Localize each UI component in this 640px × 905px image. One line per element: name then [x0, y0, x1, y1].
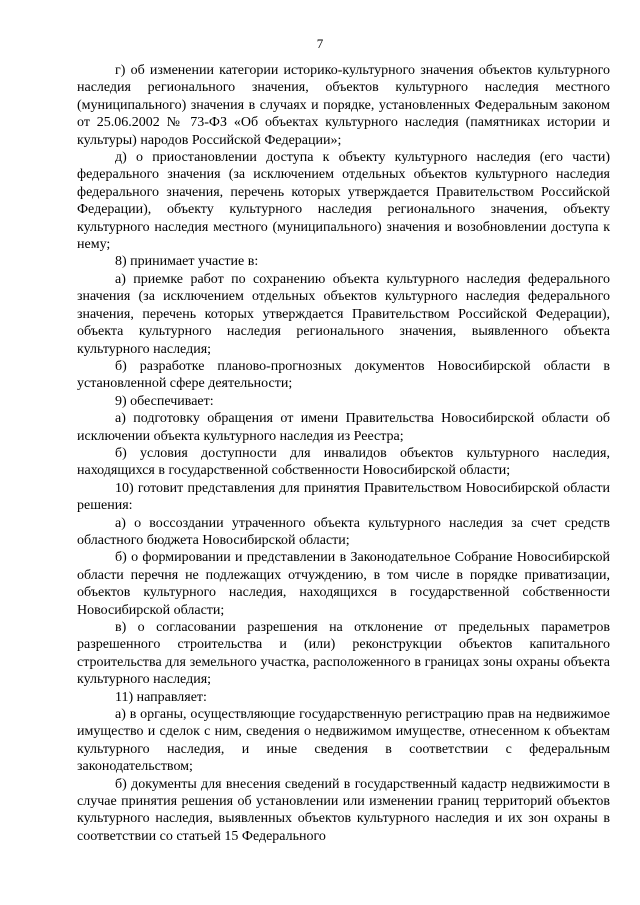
paragraph: в) о согласовании разрешения на отклонение от предельных параметров разрешенного строительства и (или) реконструкции объектов капитального строительства для земельного участка, расположенного в границах зоны охраны объекта культурного наследия;	[77, 620, 610, 688]
paragraph: а) подготовку обращения от имени Правительства Новосибирской области об исключении объекта культурного наследия из Реестра;	[77, 411, 610, 444]
paragraph: 10) готовит представления для принятия Правительством Новосибирской области решения:	[77, 480, 610, 514]
paragraph: б) разработке планово-прогнозных документов Новосибирской области в установленной сфере деятельности;	[77, 358, 610, 392]
paragraph: г) об изменении категории историко-культурного значения объектов культурного наследия регионального значения, объектов культурного наследия местного (муниципального) значения в случаях и порядке, установленных Федеральным законом от 25.06.2002 № 73-ФЗ «Об объектах культурного наследия (памятниках истории и культуры) народов Российской Федерации»;	[77, 63, 610, 148]
paragraph: 8) принимает участие в:	[115, 254, 259, 270]
paragraph: 11) направляет:	[115, 689, 207, 705]
paragraph: б) документы для внесения сведений в государственный кадастр недвижимости в случае принятия решения об установлении или изменении границ территорий объектов культурного наследия, выявленных объектов культурного наследия и их зон охраны в соответствии со статьей 15 Федерального	[77, 776, 610, 844]
paragraph: б) о формировании и представлении в Законодательное Собрание Новосибирской области перечня не подлежащих отчуждению, в том числе в порядке приватизации, объектов культурного наследия, находящихся в государственной собственности Новосибирской области;	[77, 550, 610, 618]
paragraph: 9) обеспечивает:	[115, 393, 214, 409]
paragraph: а) в органы, осуществляющие государственную регистрацию прав на недвижимое имущество и сделок с ним, сведения о недвижимом имуществе, отнесенном к объектам культурного наследия, и иные сведения в соответствии с федеральным законодательством;	[77, 707, 610, 775]
paragraph: а) приемке работ по сохранению объекта культурного наследия федерального значения (за исключением отдельных объектов культурного наследия федерального значения, перечень которых утверждается Правительством Российской Федерации), объекта культурного наследия регионального значения, выявленного объекта культурного наследия;	[77, 271, 610, 357]
document-body	[77, 62, 610, 845]
paragraph: а) о воссоздании утраченного объекта культурного наследия за счет средств областного бюджета Новосибирской области;	[77, 515, 610, 548]
paragraph: б) условия доступности для инвалидов объектов культурного наследия, находящихся в государственной собственности Новосибирской области;	[77, 445, 610, 479]
page-number: 7	[316, 36, 324, 51]
paragraph: д) о приостановлении доступа к объекту культурного наследия (его части) федерального значения (за исключением отдельных объектов культурного наследия федерального значения, перечень которых утверждается Правительством Российской Федерации), объекту культурного наследия регионального значения, объекту культурного наследия местного (муниципального) значения и возобновлении доступа к нему;	[77, 150, 610, 253]
